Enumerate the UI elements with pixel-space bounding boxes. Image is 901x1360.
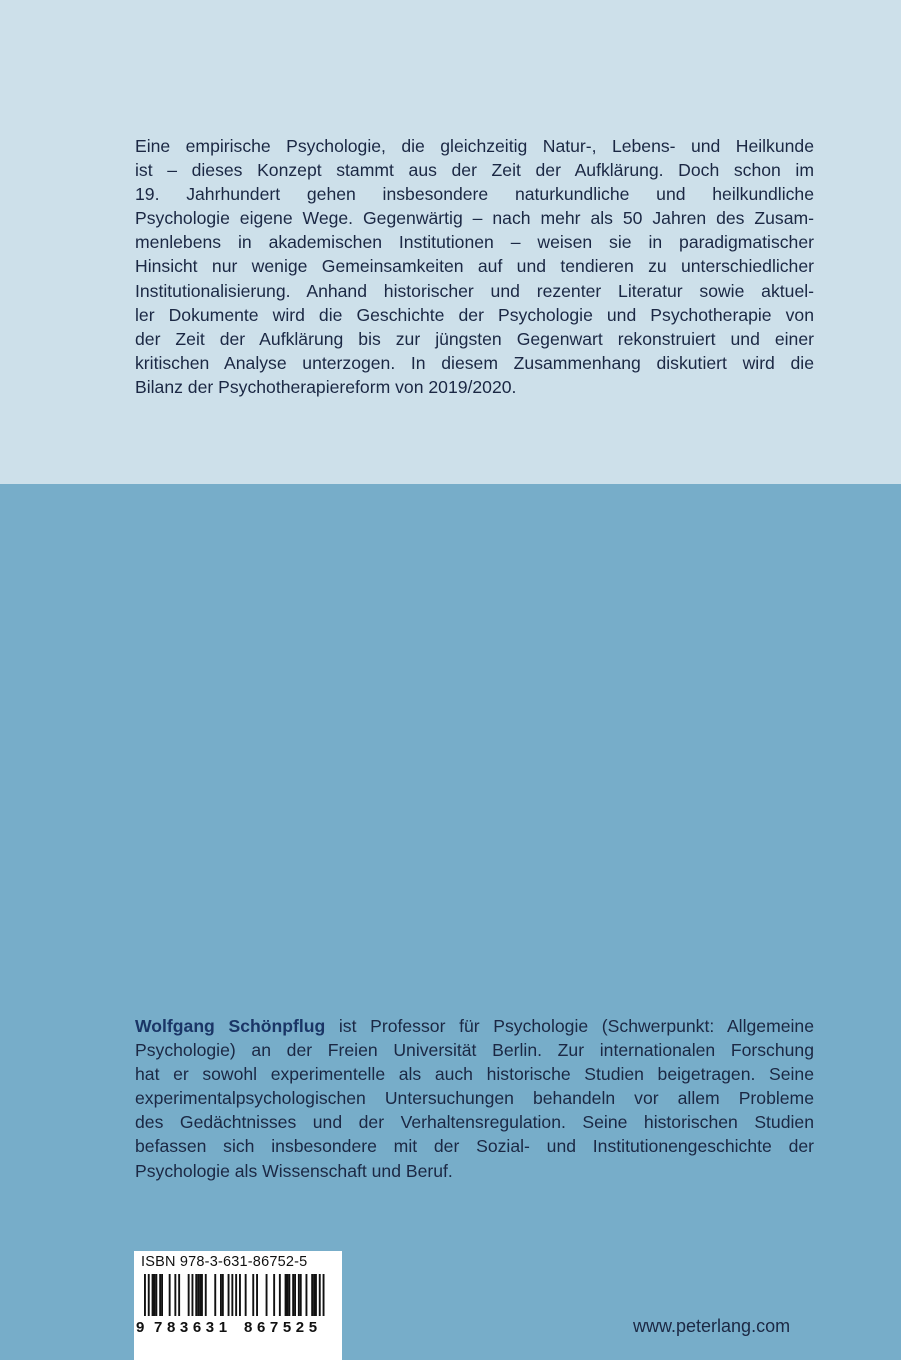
barcode-bar [159, 1274, 161, 1316]
barcode-bar [220, 1274, 222, 1316]
barcode-bar [279, 1274, 281, 1316]
barcode-bar [155, 1274, 157, 1316]
barcode-bar [174, 1274, 176, 1316]
barcode-bar [205, 1274, 207, 1316]
blurb-line: der Zeit der Aufklärung bis zur jüngsten Gegenwart rekonstruiert und einer [135, 328, 814, 349]
isbn-label: ISBN 978-3-631-86752-5 [141, 1254, 308, 1270]
blurb-line: Eine empirische Psychologie, die gleichzeitig Natur-, Lebens- und Heilkunde [135, 136, 814, 156]
barcode-bar [195, 1274, 197, 1316]
blurb-line: Psychologie eigene Wege. Gegenwärtig – nach mehr als 50 Jahren des Zusam- [135, 208, 814, 229]
barcode-bar [199, 1274, 201, 1316]
bio-line [135, 1014, 814, 1038]
barcode-bar [319, 1274, 321, 1316]
blurb-line: menlebens in akademischen Institutionen – weisen sie in paradigmatischer [135, 232, 814, 253]
barcode-bar [266, 1274, 268, 1316]
author-bio [135, 1014, 814, 1183]
barcode-bar [287, 1274, 289, 1316]
barcode-bar [214, 1274, 216, 1316]
barcode-bar [300, 1274, 302, 1316]
publisher-url[interactable]: www.peterlang.com [633, 1316, 791, 1336]
barcode-bar [144, 1274, 146, 1316]
barcode-bar [294, 1274, 296, 1316]
barcode-bar [288, 1274, 290, 1316]
barcode-bar [256, 1274, 258, 1316]
barcode-bar [298, 1274, 300, 1316]
barcode-bar [178, 1274, 180, 1316]
barcode-bar [148, 1274, 150, 1316]
ean-left-digits: 783631 [154, 1319, 232, 1336]
barcode-bar [235, 1274, 237, 1316]
bio-panel [0, 484, 901, 1360]
barcode-bar [292, 1274, 294, 1316]
barcode-bar [239, 1274, 241, 1316]
bio-line: experimentalpsychologischen Untersuchungen behandeln vor allem Probleme [135, 1088, 814, 1109]
bio-line-text: ist Professor für Psychologie (Schwerpunkt: Allgemeine [325, 1016, 814, 1036]
barcode-bar [154, 1274, 156, 1316]
barcode-bar [252, 1274, 254, 1316]
barcode-bars [144, 1274, 334, 1316]
bio-line: hat er sowohl experimentelle als auch historische Studien beigetragen. Seine [135, 1064, 814, 1085]
bio-line: befassen sich insbesondere mit der Sozial- und Institutionengeschichte der [135, 1136, 814, 1157]
barcode-bar [201, 1274, 203, 1316]
barcode-bar [169, 1274, 171, 1316]
blurb-line: ler Dokumente wird die Geschichte der Psychologie und Psychotherapie von [135, 304, 814, 325]
author-name: Wolfgang Schönpflug [135, 1016, 326, 1036]
ean-right-digits: 867525 [244, 1319, 322, 1336]
barcode-bar [245, 1274, 247, 1316]
barcode-bar [222, 1274, 224, 1316]
barcode-bar [323, 1274, 325, 1316]
blurb-line: kritischen Analyse unterzogen. In diesem Zusammenhang diskutiert wird die [135, 352, 814, 373]
barcode-bar [313, 1274, 315, 1316]
blurb-line: Institutionalisierung. Anhand historischer und rezenter Literatur sowie aktuel- [135, 280, 814, 301]
barcode-bar [161, 1274, 163, 1316]
barcode-bar [192, 1274, 194, 1316]
bio-line: Psychologie als Wissenschaft und Beruf. [135, 1160, 453, 1181]
blurb-line: Bilanz der Psychotherapiereform von 2019/2020. [135, 376, 517, 397]
blurb-line: ist – dieses Konzept stammt aus der Zeit der Aufklärung. Doch schon im [135, 160, 814, 181]
barcode-bar [188, 1274, 190, 1316]
blurb-line: 19. Jahrhundert gehen insbesondere naturkundliche und heilkundliche [135, 184, 814, 205]
bio-line: Psychologie) an der Freien Universität Berlin. Zur internationalen Forschung [135, 1040, 814, 1061]
barcode-bar [315, 1274, 317, 1316]
blurb-text [135, 134, 814, 399]
barcode-bar [228, 1274, 230, 1316]
barcode-bar [311, 1274, 313, 1316]
barcode-bar [197, 1274, 199, 1316]
barcode-bar [285, 1274, 287, 1316]
barcode-bar [306, 1274, 308, 1316]
barcode-bar [231, 1274, 233, 1316]
bio-line: des Gedächtnisses und der Verhaltensregulation. Seine historischen Studien [135, 1112, 814, 1133]
blurb-line: Hinsicht nur wenige Gemeinsamkeiten auf und tendieren zu unterschiedlicher [135, 256, 814, 277]
isbn-barcode [134, 1251, 342, 1360]
barcode-bar [273, 1274, 275, 1316]
ean-first-digit: 9 [136, 1319, 145, 1336]
barcode-bar [152, 1274, 154, 1316]
